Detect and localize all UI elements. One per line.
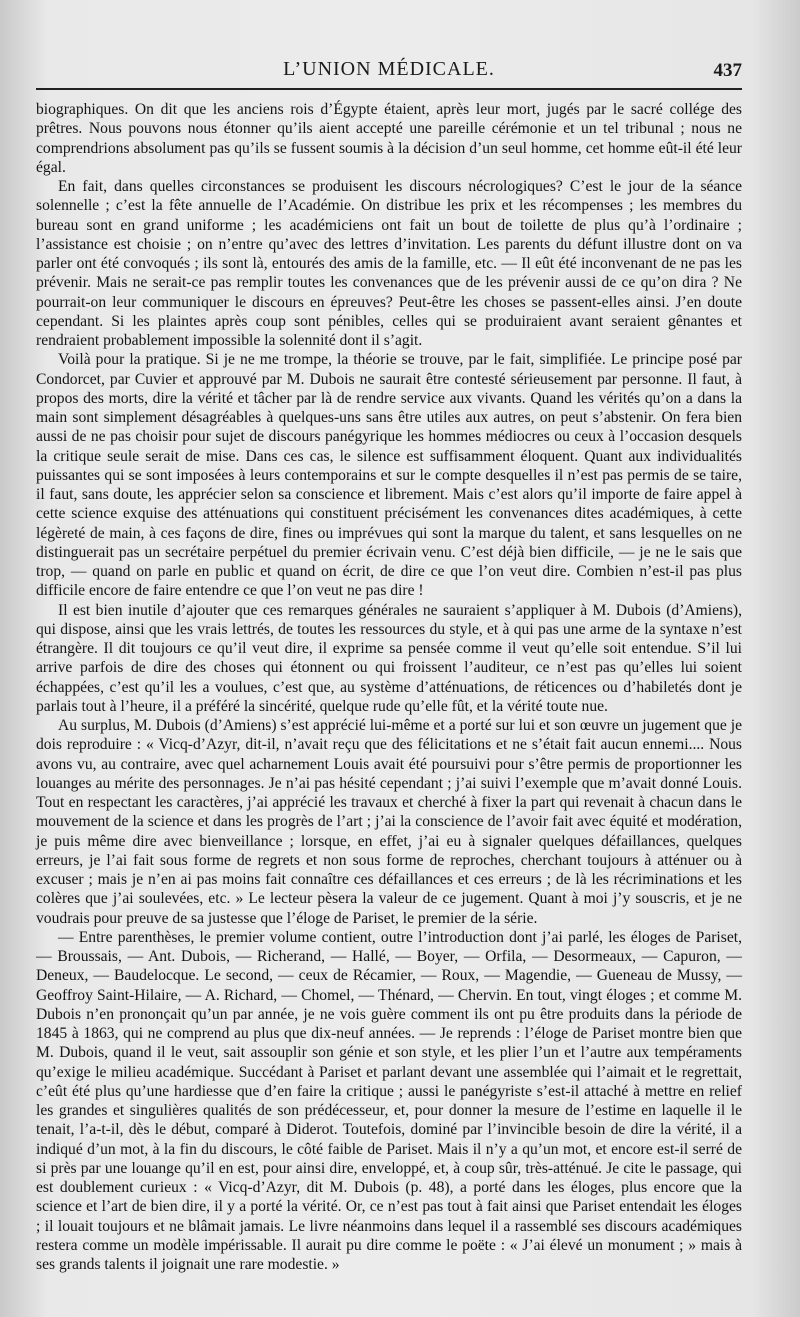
paragraph: En fait, dans quelles circonstances se produisent les discours nécrologiques? C’est le jour de la séance solennelle ; c’est la fête annuelle de l’Académie. On distribue les prix et les récompenses ; les membres du bureau sont en grand uniforme ; les académiciens ont fait un bout de toilette de plus qu’à l’ordinaire ; l’assistance est choisie ; on n’entre qu’avec des lettres d’invitation. Les parents du défunt illustre dont on va parler ont été convoqués ; ils sont là, entourés des amis de la famille, etc. — Il eût été inconvenant de ne pas les prévenir. Mais ne serait-ce pas remplir toutes les convenances que de les prévenir aussi de ce qu’on dira ? Ne pourrait-on leur communiquer le discours en épreuves? Peut-être les choses se passent-elles ainsi. J’en doute cependant. Si les plaintes après coup sont pénibles, celles qui se produiraient avant seraient gênantes et rendraient probablement impossible la solennité dont il s’agit.: [36, 178, 742, 349]
paragraph: Il est bien inutile d’ajouter que ces remarques générales ne sauraient s’appliquer à M. Dubois (d’Amiens), qui dispose, ainsi que les vrais lettrés, de toutes les ressources du style, et à qui pas une arme de la syntaxe n’est étrangère. Il dit toujours ce qu’il veut dire, il exprime sa pensée comme il veut qu’elle soit entendue. S’il lui arrive parfois de dire des choses qui étonnent ou qui froissent l’auditeur, ce n’est pas qu’elles lui soient échappées, c’est qu’il les a voulues, c’est que, au système d’atténuations, de réticences ou d’habiletés dont je parlais tout à l’heure, il a préféré la sincérité, quelque rude qu’elle fût, et la vérité toute nue.: [36, 601, 742, 715]
paragraph: Au surplus, M. Dubois (d’Amiens) s’est apprécié lui-même et a porté sur lui et son œuvre un jugement que je dois reproduire : « Vicq-d’Azyr, dit-il, n’avait reçu que des félicitations et ne s’était fait aucun ennemi.... Nous avons vu, au contraire, avec quel acharnement Louis avait été poursuivi pour s’être permis de proportionner les louanges au mérite des personnages. Je n’ai pas hésité cependant ; j’ai suivi l’exemple que m’avait donné Louis. Tout en respectant les caractères, j’ai apprécié les travaux et cherché à fixer la part qui revenait à chacun dans le mouvement de la science et dans les progrès de l’art ; j’ai la conscience de l’avoir fait avec équité et modération, je puis même dire avec bienveillance ; lorsque, en effet, j’ai eu à signaler quelques défaillances, quelques erreurs, je l’ai fait sous forme de regrets et non sous forme de reproches, cherchant toujours à atténuer ou à excuser ; mais je n’en ai pas moins fait connaître ces défaillances et ces erreurs ; de là les récriminations et les colères que j’ai soulevées, etc. » Le lecteur pèsera la valeur de ce jugement. Quant à moi j’y souscris, et je ne voudrais pour preuve de sa justesse que l’éloge de Pariset, le premier de la série.: [36, 717, 742, 927]
page-header: [36, 56, 742, 86]
paragraph: biographiques. On dit que les anciens rois d’Égypte étaient, après leur mort, jugés par le sacré collége des prêtres. Nous pouvons nous étonner qu’ils aient accepté une pareille cérémonie et un tel tribunal ; nous ne comprendrions absolument pas qu’ils se fussent soumis à la décision d’un seul homme, cet homme eût-il été leur égal.: [36, 101, 742, 176]
body-text: [36, 100, 742, 1274]
page-number: 437: [713, 60, 742, 81]
paragraph: Voilà pour la pratique. Si je ne me trompe, la théorie se trouve, par le fait, simplifiée. Le principe posé par Condorcet, par Cuvier et approuvé par M. Dubois ne saurait être contesté sérieusement par personne. Il faut, à propos des morts, dire la vérité et tâcher par là de rendre service aux vivants. Quand les vérités qu’on a dans la main sont simplement désagréables à quelques-uns sans être utiles aux autres, on peut s’abstenir. On fera bien aussi de ne pas choisir pour sujet de discours panégyrique les hommes médiocres ou ceux à l’occasion desquels la critique seule serait de mise. Dans ces cas, le silence est suffisamment éloquent. Quant aux individualités puissantes qui se sont imposées à leurs contemporains et sur le compte desquelles il n’est pas permis de se taire, il faut, sans doute, les apprécier selon sa conscience et librement. Mais c’est alors qu’il importe de faire appel à cette science exquise des atténuations qui constituent précisément les convenances dites académiques, à cette légèreté de main, à ces façons de dire, fines ou imprévues qui sont la marque du talent, et sans lesquelles on ne distinguerait pas un secrétaire perpétuel du premier écrivain venu. C’est déjà bien difficile, — je ne le sais que trop, — quand on parle en public et quand on écrit, de dire ce que l’on veut dire. Combien n’est-il pas plus difficile encore de faire entendre ce que l’on veut ne pas dire !: [36, 351, 742, 600]
paragraph: — Entre parenthèses, le premier volume contient, outre l’introduction dont j’ai parlé, les éloges de Pariset, — Broussais, — Ant. Dubois, — Richerand, — Hallé, — Boyer, — Orfila, — Desormeaux, — Capuron, — Deneux, — Baudelocque. Le second, — ceux de Récamier, — Roux, — Magendie, — Gueneau de Mussy, — Geoffroy Saint-Hilaire, — A. Richard, — Chomel, — Thénard, — Chervin. En tout, vingt éloges ; et comme M. Dubois n’en prononçait qu’un par année, je ne vois guère comment ils ont pu être produits dans la période de 1845 à 1863, qui ne comprend au plus que dix-neuf années. — Je reprends : l’éloge de Pariset montre bien que M. Dubois, quand il le veut, sait assouplir son génie et son style, et les plier l’un et l’autre aux tempéraments qu’exige le milieu académique. Succédant à Pariset et parlant devant une assemblée qui l’aimait et le regrettait, c’eût été plus qu’une hardiesse que d’en faire la critique ; aussi le panégyriste s’est-il attaché à mettre en relief les grandes et singulières qualités de son prédécesseur, et, pour donner la mesure de l’estime en laquelle il le tenait, l’a-t-il, dès le début, comparé à Diderot. Toutefois, dominé par l’invincible besoin de dire la vérité, il a indiqué d’un mot, à la fin du discours, le côté faible de Pariset. Mais il n’y a qu’un mot, et encore est-il serré de si près par une louange qu’il en est, pour ainsi dire, enveloppé, et, à coup sûr, très-atténué. Je cite le passage, qui est doublement curieux : « Vicq-d’Azyr, dit M. Dubois (p. 48), a porté dans les éloges, plus encore que la science et l’art de bien dire, il y a porté la vérité. Or, ce n’est pas tout à fait ainsi que Pariset entendait les éloges ; il louait toujours et ne blâmait jamais. Le livre néanmoins dans lequel il a rassemblé ses discours académiques restera comme un modèle impérissable. Il aurait pu dire comme le poëte : « J’ai élevé un monument ; » mais à ses grands talents il joignait une rare modestie. »: [36, 928, 742, 1273]
running-title: L’UNION MÉDICALE.: [283, 58, 495, 80]
header-rule: [36, 88, 742, 90]
